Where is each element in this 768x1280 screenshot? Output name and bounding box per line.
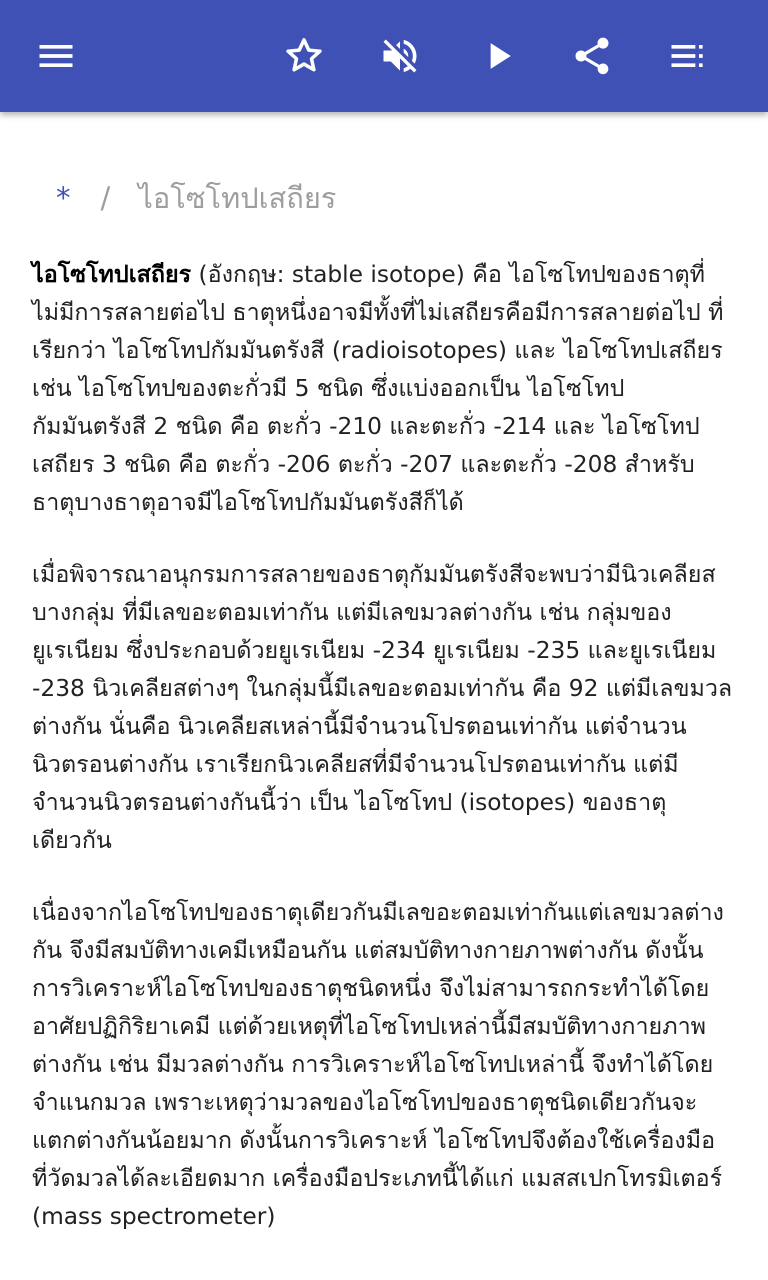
paragraph-intro bbox=[32, 256, 736, 522]
share-button[interactable] bbox=[564, 28, 620, 84]
bookmark-button[interactable] bbox=[276, 28, 332, 84]
article-title-term: ไอโซโทปเสถียร bbox=[32, 261, 192, 288]
star-icon bbox=[282, 34, 326, 78]
paragraph-intro-text: (อังกฤษ: stable isotope) คือ ไอโซโทปของธาตุที่ไม่มีการสลายต่อไป ธาตุหนึ่งอาจมีทั้งที่ไม่เสถียรคือมีการสลายต่อไป ที่เรียกว่า ไอโซโทปกัมมันตรังสี (radioisotopes) และ ไอโซโทปเสถียร เช่น ไอโซโทปของตะกั่วมี 5 ชนิด ซึ่งแบ่งออกเป็น ไอโซโทปกัมมันตรังสี 2 ชนิด คือ ตะกั่ว -210 และตะกั่ว -214 และ ไอโซโทปเสถียร 3 ชนิด คือ ตะกั่ว -206 ตะกั่ว -207 และตะกั่ว -208 สำหรับธาตุบางธาตุอาจมีไอโซโทปกัมมันตรังสีก็ได้ bbox=[32, 261, 724, 516]
mute-button[interactable] bbox=[372, 28, 428, 84]
list-icon bbox=[666, 34, 710, 78]
breadcrumb-home-link[interactable]: * bbox=[56, 181, 71, 215]
paragraph-isotope-definition: เมื่อพิจารณาอนุกรมการสลายของธาตุกัมมันตรังสีจะพบว่ามีนิวเคลียสบางกลุ่ม ที่มีเลขอะตอมเท่ากัน แต่มีเลขมวลต่างกัน เช่น กลุ่มของยูเรเนียม ซึ่งประกอบด้วยยูเรเนียม -234 ยูเรเนียม -235 และยูเรเนียม -238 นิวเคลียสต่างๆ ในกลุ่มนี้มีเลขอะตอมเท่ากัน คือ 92 แต่มีเลขมวลต่างกัน นั่นคือ นิวเคลียสเหล่านี้มีจำนวนโปรตอนเท่ากัน แต่จำนวนนิวตรอนต่างกัน เราเรียกนิวเคลียสที่มีจำนวนโปรตอนเท่ากัน แต่มีจำนวนนิวตรอนต่างกันนี้ว่า เป็น ไอโซโทป (isotopes) ของธาตุเดียวกัน bbox=[32, 561, 733, 854]
menu-button[interactable] bbox=[28, 28, 84, 84]
play-button[interactable] bbox=[470, 28, 526, 84]
breadcrumb-separator: / bbox=[100, 181, 111, 215]
breadcrumb bbox=[32, 170, 736, 226]
breadcrumb-current: ไอโซโทปเสถียร bbox=[138, 181, 337, 215]
play-icon bbox=[476, 34, 520, 78]
volume-off-icon bbox=[378, 34, 422, 78]
share-icon bbox=[570, 34, 614, 78]
article-content bbox=[32, 170, 736, 1236]
app-bar bbox=[0, 0, 768, 112]
menu-icon bbox=[34, 34, 78, 78]
paragraph-isotope-analysis: เนื่องจากไอโซโทปของธาตุเดียวกันมีเลขอะตอมเท่ากันแต่เลขมวลต่างกัน จึงมีสมบัติทางเคมีเหมือนกัน แต่สมบัติทางกายภาพต่างกัน ดังนั้นการวิเคราะห์ไอโซโทปของธาตุชนิดหนึ่ง จึงไม่สามารถกระทำได้โดยอาศัยปฏิกิริยาเคมี แต่ด้วยเหตุที่ไอโซโทปเหล่านี้มีสมบัติทางกายภาพต่างกัน เช่น มีมวลต่างกัน การวิเคราะห์ไอโซโทปเหล่านี้ จึงทำได้โดยจำแนกมวล เพราะเหตุว่ามวลของไอโซโทปของธาตุชนิดเดียวกันจะแตกต่างกันน้อยมาก ดังนั้นการวิเคราะห์ ไอโซโทปจึงต้องใช้เครื่องมือ ที่วัดมวลได้ละเอียดมาก เครื่องมือประเภทนี้ได้แก่ แมสสเปกโทรมิเตอร์ (mass spectrometer) bbox=[32, 899, 724, 1230]
contents-button[interactable] bbox=[660, 28, 716, 84]
